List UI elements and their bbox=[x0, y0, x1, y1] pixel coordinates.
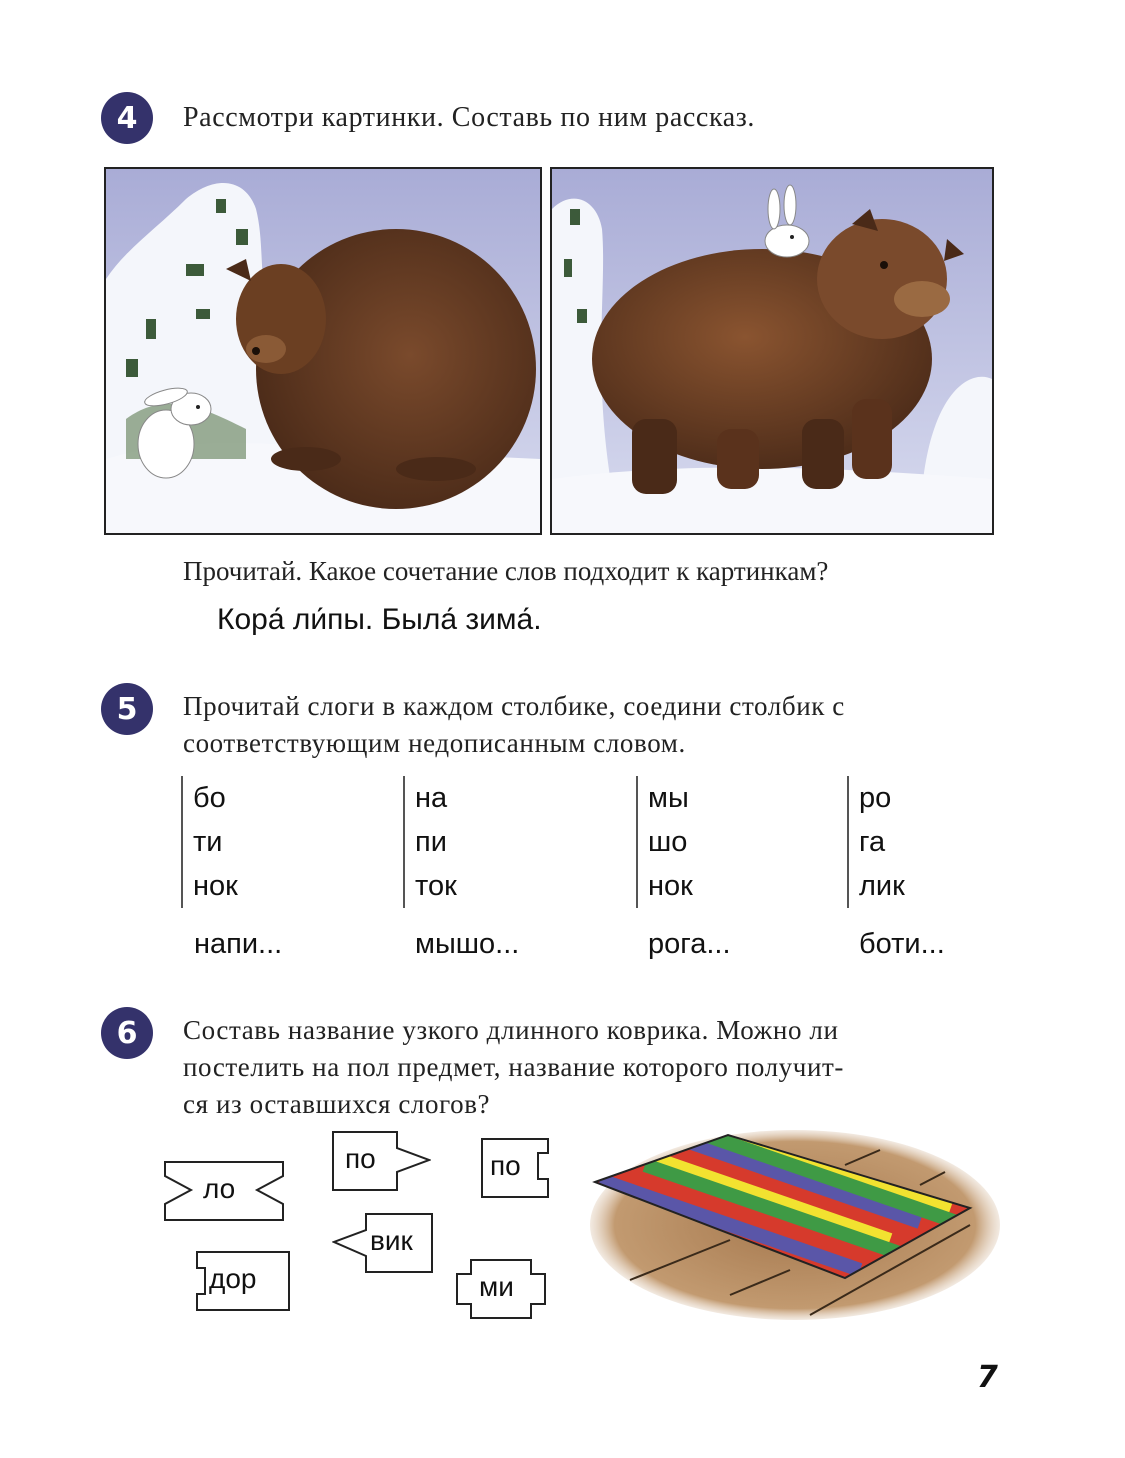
picture-bear-with-hare-on-back bbox=[550, 167, 994, 535]
syllable-piece-lo bbox=[163, 1160, 287, 1222]
syllable: нок bbox=[193, 870, 238, 902]
picture-bear-and-hare bbox=[104, 167, 542, 535]
task-4-answer-phrase: Кора́ ли́пы. Была́ зима́. bbox=[217, 603, 542, 636]
task-number-badge-4: 4 bbox=[101, 92, 153, 144]
syllable-piece-dor bbox=[195, 1250, 291, 1312]
rug-illustration bbox=[590, 1130, 1000, 1320]
incomplete-word-2: мышо... bbox=[415, 928, 520, 960]
syllable: ток bbox=[415, 870, 457, 902]
piece-label: вик bbox=[370, 1225, 413, 1256]
syllable: на bbox=[415, 782, 448, 814]
page-number: 7 bbox=[977, 1360, 998, 1395]
syllable: пи bbox=[415, 826, 447, 858]
task-6-instruction-line1: Составь название узкого длинного коврика. Можно ли bbox=[183, 1015, 839, 1045]
syllable: шо bbox=[648, 826, 688, 858]
syllable-piece-po-arrow bbox=[331, 1130, 431, 1192]
task-5-instruction-line2: соответствующим недописанным словом. bbox=[183, 728, 686, 758]
syllable: бо bbox=[193, 782, 226, 814]
piece-label: дор bbox=[209, 1263, 257, 1294]
syllable-piece-po-notch bbox=[480, 1137, 552, 1199]
task-number-badge-5: 5 bbox=[101, 683, 153, 735]
syllable: нок bbox=[648, 870, 693, 902]
syllable-column-2 bbox=[403, 776, 457, 908]
incomplete-word-3: рога... bbox=[648, 928, 731, 960]
syllable-column-1 bbox=[181, 776, 238, 908]
task-6-instruction-line3: ся из оставшихся слогов? bbox=[183, 1089, 491, 1119]
task-number-badge-6: 6 bbox=[101, 1007, 153, 1059]
task-4-question: Прочитай. Какое сочетание слов подходит к картинкам? bbox=[183, 556, 829, 586]
task-5-instruction-line1: Прочитай слоги в каждом столбике, соедини столбик с bbox=[183, 691, 845, 721]
syllable: мы bbox=[648, 782, 689, 814]
piece-label: по bbox=[490, 1150, 521, 1181]
piece-label: ло bbox=[203, 1173, 236, 1204]
piece-label: по bbox=[345, 1143, 376, 1174]
task-6-instruction-line2: постелить на пол предмет, название которого получит- bbox=[183, 1052, 845, 1082]
syllable: ро bbox=[859, 782, 892, 814]
syllable-column-3 bbox=[636, 776, 693, 908]
syllable-piece-vik bbox=[332, 1212, 434, 1274]
syllable-column-4 bbox=[847, 776, 905, 908]
incomplete-word-1: напи... bbox=[194, 928, 283, 960]
task-4-instruction: Рассмотри картинки. Составь по ним рассказ. bbox=[183, 102, 756, 133]
piece-label: ми bbox=[479, 1271, 514, 1302]
syllable: ти bbox=[193, 826, 223, 858]
syllable: лик bbox=[859, 870, 905, 902]
incomplete-word-4: боти... bbox=[859, 928, 945, 960]
syllable-piece-mi bbox=[455, 1258, 547, 1320]
syllable: га bbox=[859, 826, 886, 858]
